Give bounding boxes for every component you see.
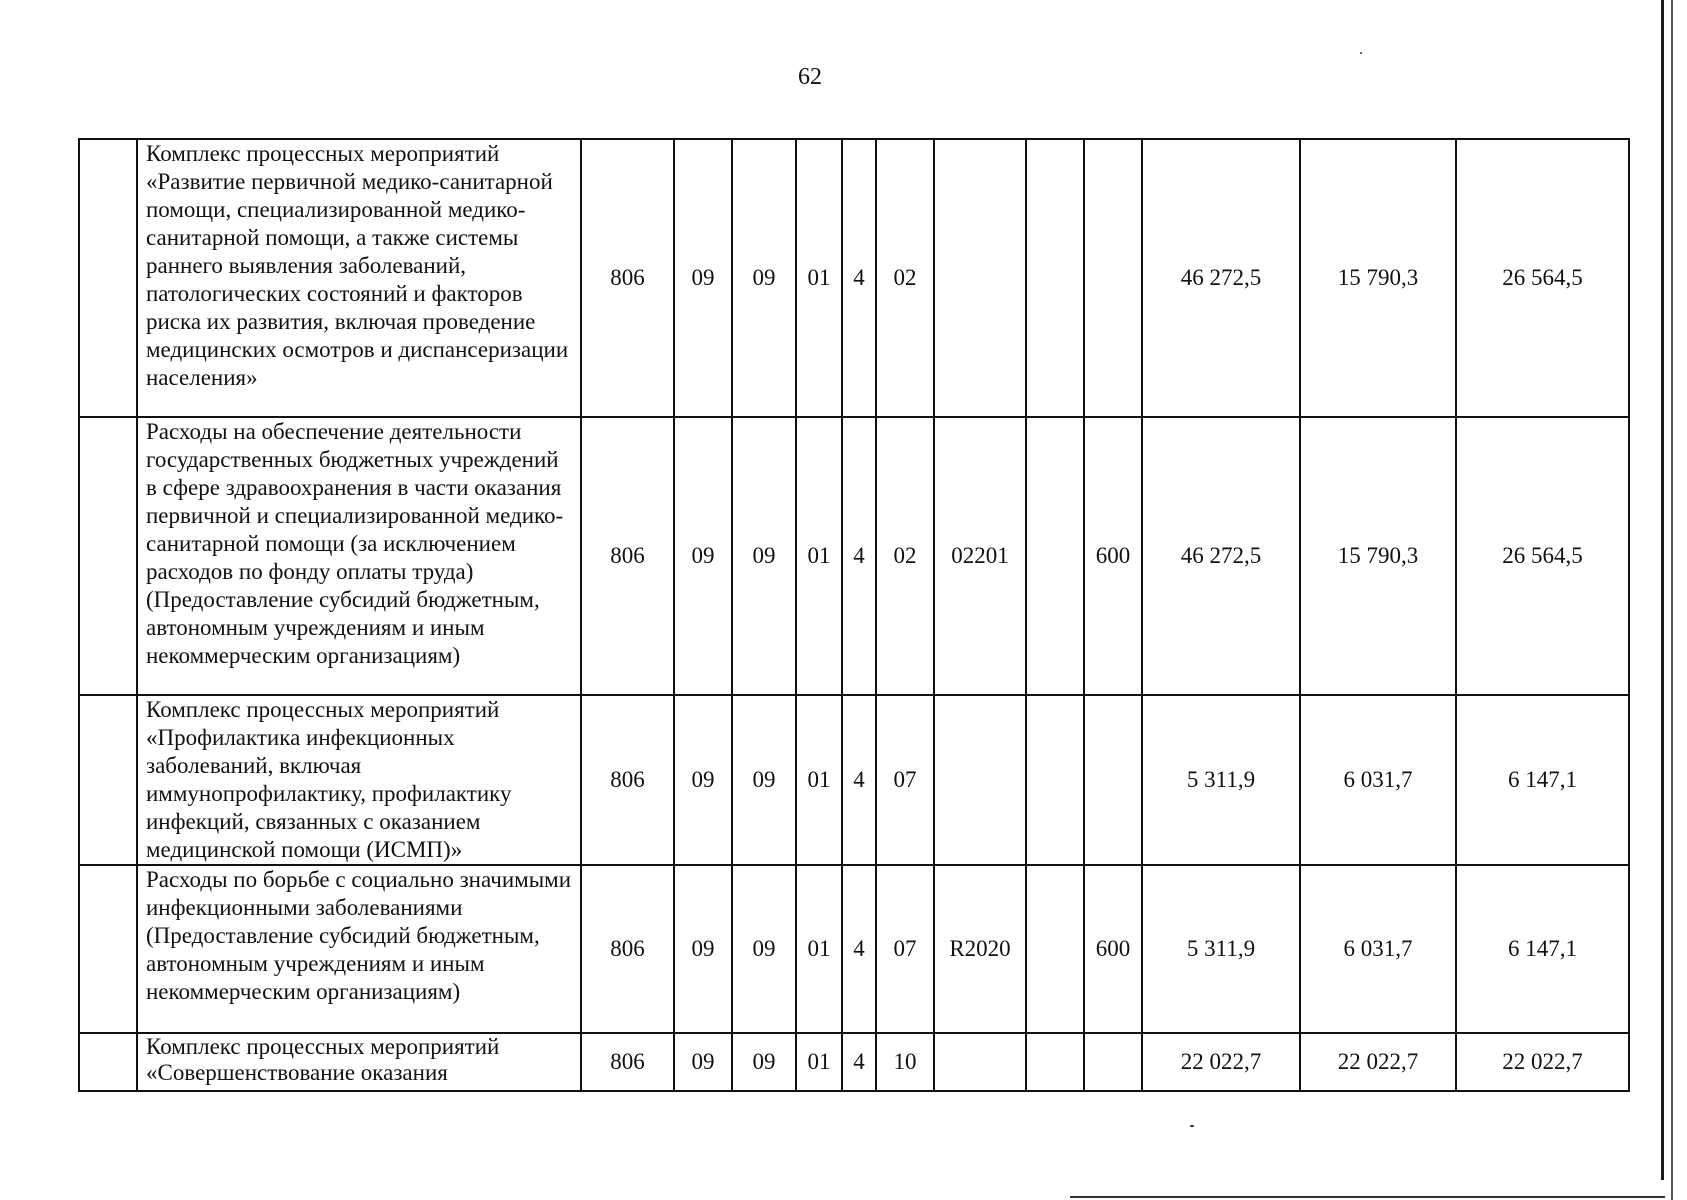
program-code-cell: 01: [796, 417, 842, 695]
year1-amount-cell: 5 311,9: [1142, 695, 1300, 865]
section-cell: 09: [674, 865, 732, 1033]
program-code-cell: 01: [796, 1033, 842, 1091]
row-index-cell: [79, 417, 137, 695]
table-row: [79, 417, 1629, 695]
structural-element-cell: 10: [876, 1033, 934, 1091]
expense-direction-cell: [934, 139, 1026, 417]
year1-amount-cell: 22 022,7: [1142, 1033, 1300, 1091]
year2-amount-cell: 6 031,7: [1300, 865, 1456, 1033]
subsection-cell: 09: [732, 865, 796, 1033]
structural-element-cell: 07: [876, 865, 934, 1033]
subsection-cell: 09: [732, 417, 796, 695]
year3-amount-cell: 6 147,1: [1456, 695, 1629, 865]
year1-amount-cell: 46 272,5: [1142, 417, 1300, 695]
table-row: [79, 1033, 1629, 1091]
grbs-cell: 806: [581, 865, 674, 1033]
budget-table: [78, 138, 1630, 1092]
grbs-cell: 806: [581, 1033, 674, 1091]
structural-element-cell: 07: [876, 695, 934, 865]
year2-amount-cell: 15 790,3: [1300, 139, 1456, 417]
program-type-cell: 4: [842, 417, 876, 695]
extra-code-cell: [1026, 1033, 1084, 1091]
year2-amount-cell: 15 790,3: [1300, 417, 1456, 695]
row-name-cell: Комплекс процессных мероприятий «Развитие первичной медико-санитарной помощи, специализированной медико-санитарной помощи, а также системы раннего выявления заболеваний, патологических состояний и факторов риска их развития, включая проведение медицинских осмотров и диспансеризации населения»: [137, 139, 581, 417]
structural-element-cell: 02: [876, 417, 934, 695]
row-index-cell: [79, 865, 137, 1033]
program-type-cell: 4: [842, 865, 876, 1033]
program-type-cell: 4: [842, 695, 876, 865]
program-type-cell: 4: [842, 1033, 876, 1091]
expense-direction-cell: [934, 1033, 1026, 1091]
page-number: 62: [798, 64, 822, 90]
row-index-cell: [79, 139, 137, 417]
row-name-cell: Комплекс процессных мероприятий «Совершенствование оказания: [137, 1033, 581, 1091]
expense-type-cell: [1084, 1033, 1142, 1091]
scan-edge-line: [1671, 0, 1673, 1200]
row-index-cell: [79, 1033, 137, 1091]
structural-element-cell: 02: [876, 139, 934, 417]
year3-amount-cell: 22 022,7: [1456, 1033, 1629, 1091]
subsection-cell: 09: [732, 139, 796, 417]
row-name-cell: Комплекс процессных мероприятий «Профилактика инфекционных заболеваний, включая иммунопрофилактику, профилактику инфекций, связанных с оказанием медицинской помощи (ИСМП)»: [137, 695, 581, 865]
subsection-cell: 09: [732, 695, 796, 865]
scan-speck: [1190, 1125, 1194, 1127]
program-type-cell: 4: [842, 139, 876, 417]
row-index-cell: [79, 695, 137, 865]
table-row: [79, 139, 1629, 417]
year3-amount-cell: 6 147,1: [1456, 865, 1629, 1033]
year2-amount-cell: 22 022,7: [1300, 1033, 1456, 1091]
grbs-cell: 806: [581, 417, 674, 695]
section-cell: 09: [674, 1033, 732, 1091]
year1-amount-cell: 46 272,5: [1142, 139, 1300, 417]
extra-code-cell: [1026, 139, 1084, 417]
extra-code-cell: [1026, 417, 1084, 695]
expense-direction-cell: [934, 695, 1026, 865]
table-row: [79, 865, 1629, 1033]
section-cell: 09: [674, 695, 732, 865]
row-name-cell: Расходы по борьбе с социально значимыми инфекционными заболеваниями (Предоставление субсидий бюджетным, автономным учреждениям и иным некоммерческим организациям): [137, 865, 581, 1033]
expense-type-cell: 600: [1084, 865, 1142, 1033]
year1-amount-cell: 5 311,9: [1142, 865, 1300, 1033]
row-name-cell: Расходы на обеспечение деятельности государственных бюджетных учреждений в сфере здравоохранения в части оказания первичной и специализированной медико-санитарной помощи (за исключением расходов по фонду оплаты труда) (Предоставление субсидий бюджетным, автономным учреждениям и иным некоммерческим организациям): [137, 417, 581, 695]
year2-amount-cell: 6 031,7: [1300, 695, 1456, 865]
scan-edge-line: [1661, 0, 1664, 1180]
expense-type-cell: 600: [1084, 417, 1142, 695]
grbs-cell: 806: [581, 139, 674, 417]
program-code-cell: 01: [796, 865, 842, 1033]
scan-speck: [1360, 52, 1362, 54]
expense-direction-cell: 02201: [934, 417, 1026, 695]
section-cell: 09: [674, 139, 732, 417]
section-cell: 09: [674, 417, 732, 695]
extra-code-cell: [1026, 865, 1084, 1033]
table-row: [79, 695, 1629, 865]
expense-direction-cell: R2020: [934, 865, 1026, 1033]
scan-edge-line: [1070, 1196, 1665, 1198]
expense-type-cell: [1084, 139, 1142, 417]
program-code-cell: 01: [796, 139, 842, 417]
extra-code-cell: [1026, 695, 1084, 865]
year3-amount-cell: 26 564,5: [1456, 139, 1629, 417]
year3-amount-cell: 26 564,5: [1456, 417, 1629, 695]
grbs-cell: 806: [581, 695, 674, 865]
subsection-cell: 09: [732, 1033, 796, 1091]
program-code-cell: 01: [796, 695, 842, 865]
expense-type-cell: [1084, 695, 1142, 865]
